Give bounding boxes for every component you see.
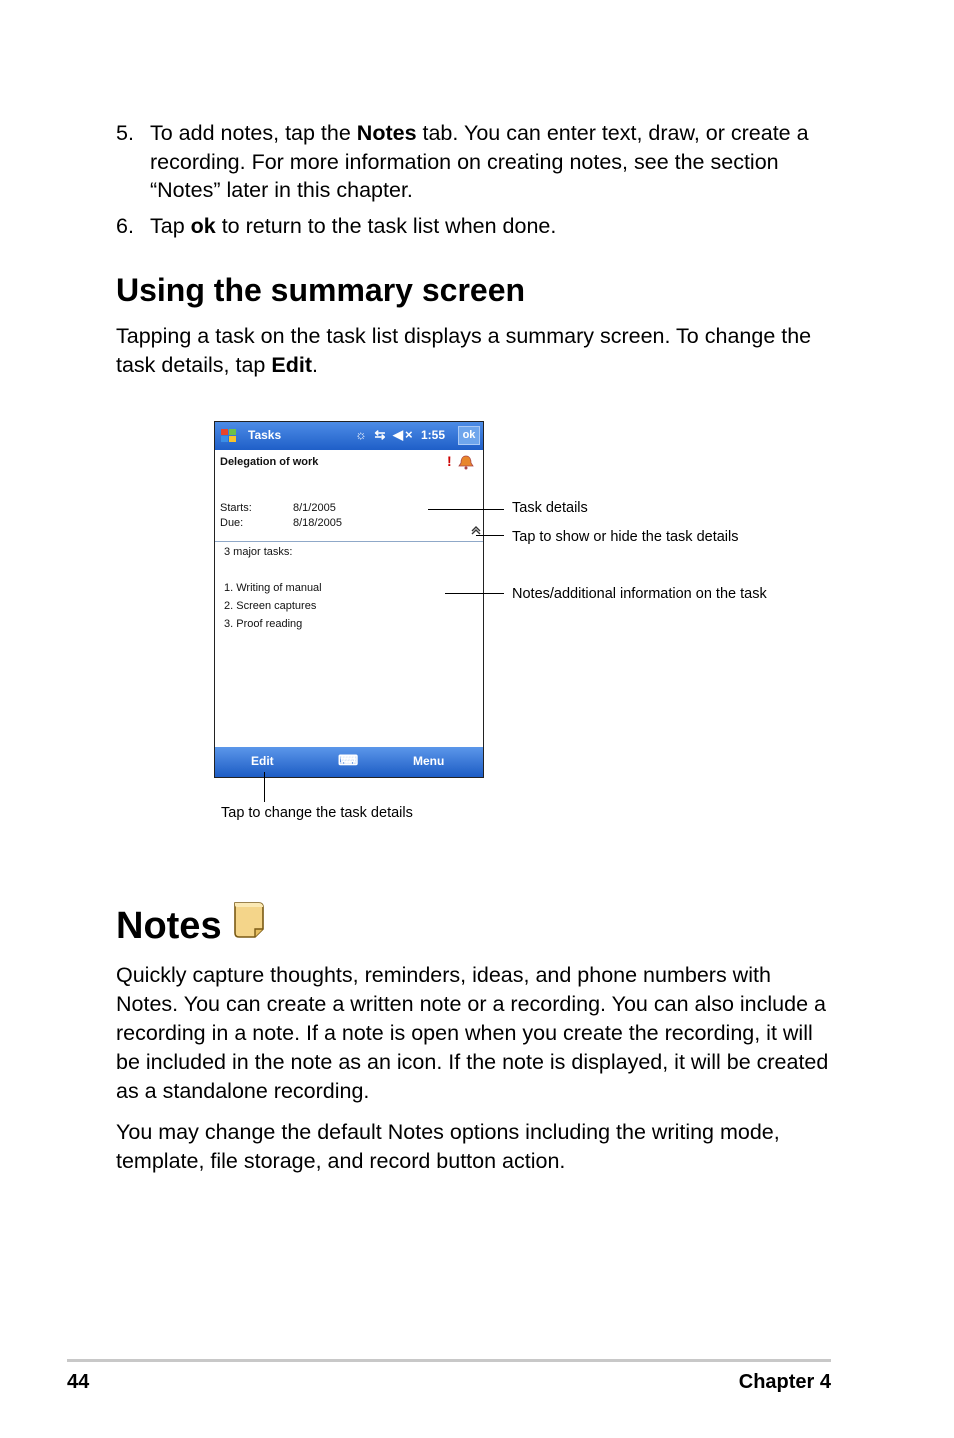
notes-line: 1. Writing of manual [224,582,322,594]
callout-line-task-details [428,509,504,510]
callout-edit: Tap to change the task details [221,805,413,821]
callout-line-notes [445,593,504,594]
ok-button[interactable]: ok [458,426,480,445]
clock: 1:55 [421,428,446,442]
chapter-label: Chapter 4 [738,1371,831,1393]
notes-paragraph-1: Quickly capture thoughts, reminders, ideas, and phone numbers with Notes. You can create a written note or a recording. You can also include a recording in a note. If a note is open when you create the recording, it will be included in the note as an icon. If the note is displayed, it will be created as a standalone recording. [116,963,829,1103]
edit-button[interactable]: Edit [251,754,274,768]
page-number: 44 [67,1371,90,1393]
notes-line: 3 major tasks: [224,546,293,558]
task-summary-screenshot [214,421,484,778]
due-label: Due: [220,517,244,529]
windows-flag-icon[interactable] [220,427,238,445]
toggle-details-icon[interactable] [471,525,481,535]
keyboard-icon[interactable]: ⌨ [338,752,359,768]
priority-icon: ! [447,453,452,469]
pda-title-bar [215,422,483,450]
callout-notes-info: Notes/additional information on the task [512,586,767,602]
step-number: 5. [116,121,134,145]
callout-line-toggle [476,535,504,536]
footer-rule [67,1359,831,1362]
callout-task-details: Task details [512,500,588,516]
step-5 [116,119,836,205]
notes-line: 3. Proof reading [224,618,303,630]
section-heading-summary: Using the summary screen [116,272,526,308]
due-value: 8/18/2005 [293,517,342,529]
starts-value: 8/1/2005 [293,502,336,514]
section-heading-notes: Notes [116,905,222,947]
task-name: Delegation of work [220,456,319,468]
pda-app-title: Tasks [248,428,282,442]
menu-button[interactable]: Menu [413,754,445,768]
step-6 [116,212,836,241]
callout-toggle: Tap to show or hide the task details [512,529,739,545]
notes-line: 2. Screen captures [224,600,317,612]
step-text: Tap ok to return to the task list when done. [150,214,557,238]
callout-line-edit [264,772,265,802]
summary-paragraph: Tapping a task on the task list displays a summary screen. To change the task details, tap Edit. [116,324,812,377]
starts-label: Starts: [220,502,252,514]
status-icons: ☼ ⇆ ◀× [355,427,415,442]
step-number: 6. [116,214,134,238]
notes-paragraph-2: You may change the default Notes options including the writing mode, template, file storage, and record button action. [116,1120,780,1173]
reminder-bell-icon [457,454,475,470]
pda-menu-bar [215,747,483,777]
step-text: To add notes, tap the Notes tab. You can enter text, draw, or create a recording. For more information on creating notes, see the section “Notes” later in this chapter. [150,121,809,202]
note-icon [232,899,266,939]
notes-area[interactable] [215,541,483,751]
